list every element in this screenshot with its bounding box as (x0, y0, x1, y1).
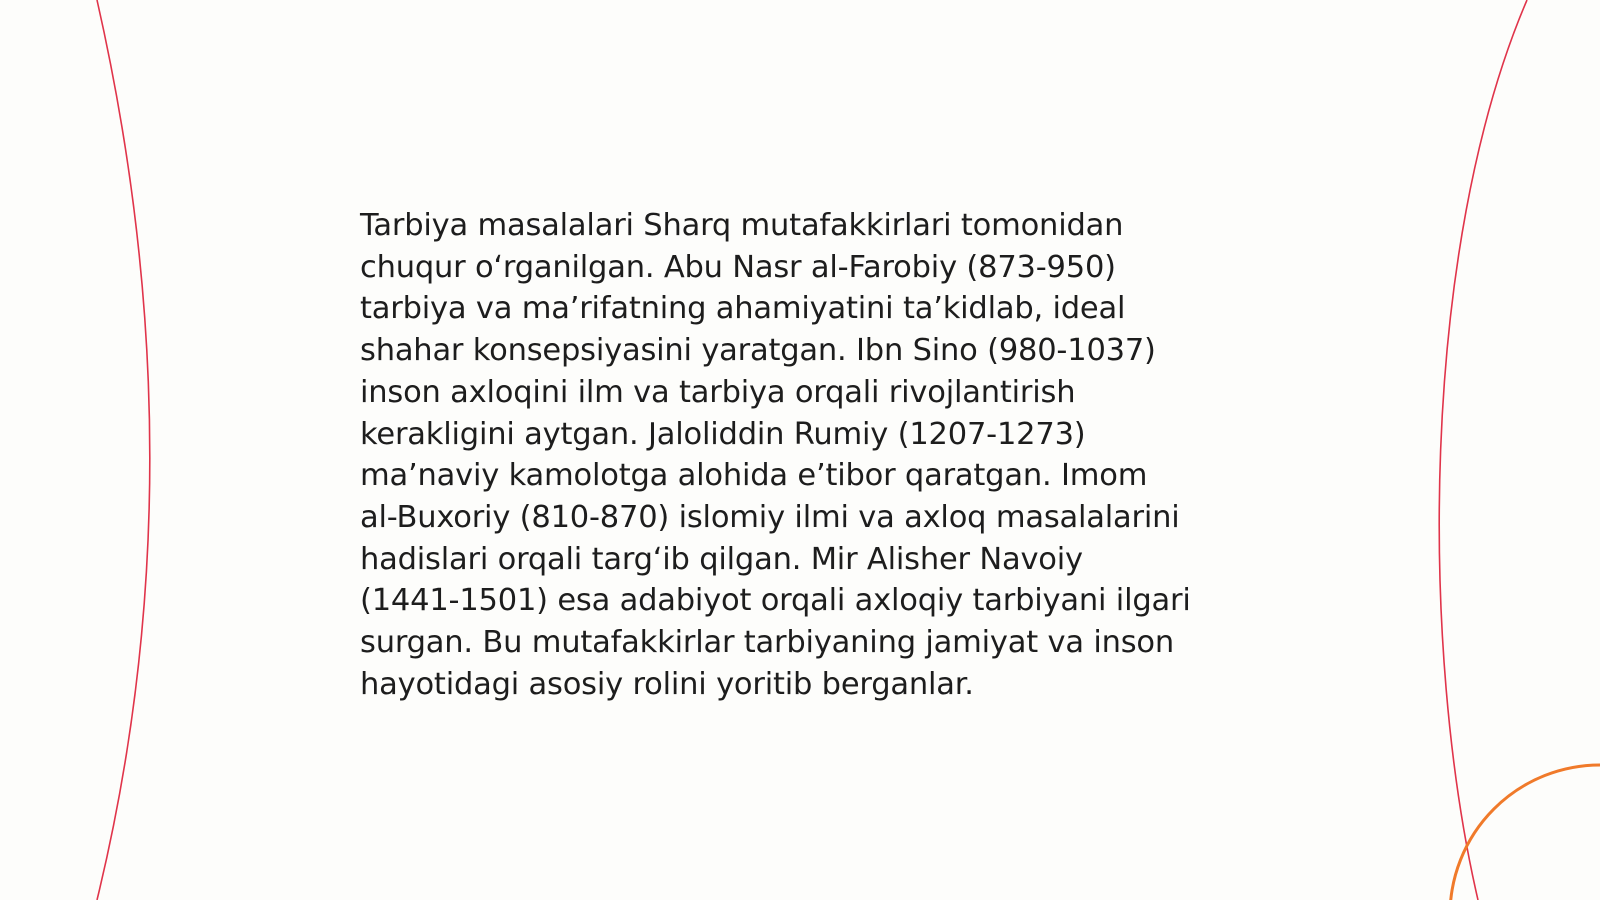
paragraph-line: inson axloqini ilm va tarbiya orqali rivojlantirish (360, 374, 1076, 410)
paragraph-line: al-Buxoriy (810-870) islomiy ilmi va axloq masalalarini (360, 499, 1180, 535)
body-paragraph (360, 205, 1260, 705)
orange-arc (1450, 765, 1600, 900)
paragraph-line: shahar konsepsiyasini yaratgan. Ibn Sino (980-1037) (360, 333, 1156, 369)
paragraph-line: surgan. Bu mutafakkirlar tarbiyaning jamiyat va inson (360, 625, 1175, 661)
paragraph-line: Tarbiya masalalari Sharq mutafakkirlari tomonidan (360, 208, 1124, 243)
right-curve-line (1439, 0, 1527, 900)
paragraph-line: kerakligini aytgan. Jaloliddin Rumiy (1207-1273) (360, 416, 1086, 452)
paragraph-line: hayotidagi asosiy rolini yoritib berganlar. (360, 666, 974, 702)
paragraph-line: hadislari orqali targ‘ib qilgan. Mir Alisher Navoiy (360, 541, 1083, 577)
paragraph-line: tarbiya va ma’rifatning ahamiyatini ta’kidlab, ideal (360, 291, 1126, 327)
left-curve-line (97, 0, 150, 900)
paragraph-line: (1441-1501) esa adabiyot orqali axloqiy tarbiyani ilgari (360, 583, 1191, 619)
paragraph-line: chuqur o‘rganilgan. Abu Nasr al-Farobiy (873-950) (360, 249, 1116, 285)
paragraph-line: ma’naviy kamolotga alohida e’tibor qaratgan. Imom (360, 458, 1148, 494)
